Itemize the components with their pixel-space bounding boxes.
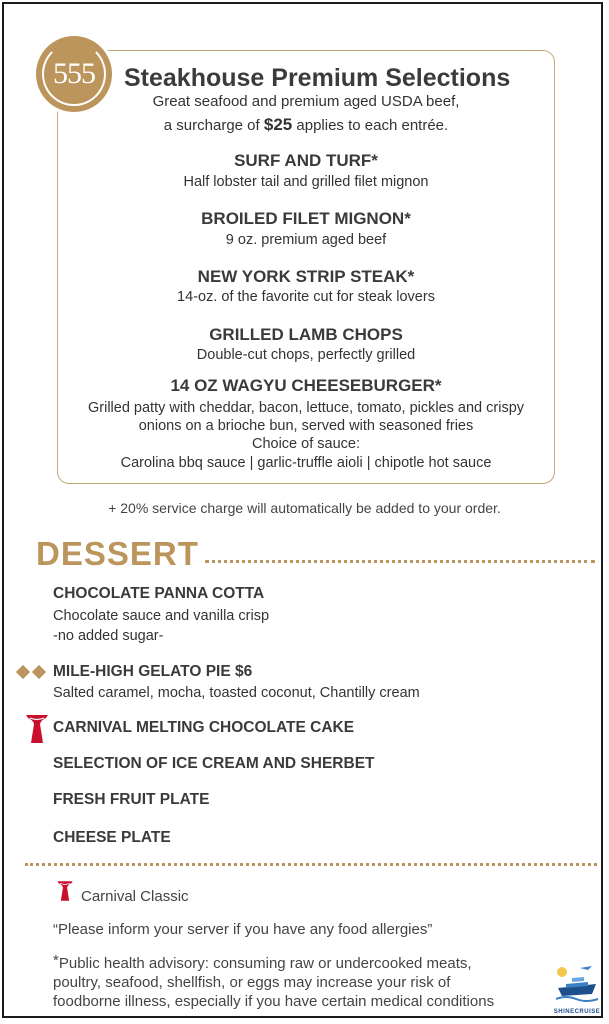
dessert-item-name: SELECTION OF ICE CREAM AND SHERBET — [53, 755, 375, 772]
premium-item-desc: Choice of sauce: — [251, 436, 360, 452]
subtitle-pre: a surcharge of — [163, 117, 264, 134]
allergy-note: “Please inform your server if you have any food allergies” — [53, 921, 433, 938]
dessert-item-name: CARNIVAL MELTING CHOCOLATE CAKE — [53, 719, 355, 736]
dessert-item-name: CHEESE PLATE — [53, 829, 171, 846]
premium-item-desc: Grilled patty with cheddar, bacon, lettuce, tomato, pickles and crispy — [87, 400, 525, 416]
premium-subtitle-line1: Great seafood and premium aged USDA beef, — [152, 93, 460, 110]
shinecruise-badge-text: SHINECRUISE — [553, 1009, 601, 1015]
premium-item-name: GRILLED LAMB CHOPS — [209, 325, 403, 344]
premium-title: Steakhouse Premium Selections — [124, 64, 511, 92]
footer-dotted-rule — [25, 863, 597, 866]
dessert-item-name: FRESH FRUIT PLATE — [53, 791, 210, 808]
diamond-icon-right — [32, 665, 46, 679]
premium-item-name: 14 OZ WAGYU CHEESEBURGER* — [170, 376, 442, 395]
diamond-icon-left — [16, 665, 30, 679]
cruise-ship-icon — [552, 962, 602, 1004]
dessert-dotted-rule — [205, 560, 595, 563]
premium-item-desc: Carolina bbq sauce | garlic-truffle aioli | chipotle hot sauce — [120, 455, 492, 471]
shinecruise-badge-icon — [552, 962, 602, 1014]
advisory-line: poultry, seafood, shellfish, or eggs may increase your risk of — [53, 974, 451, 991]
advisory-line — [53, 954, 472, 973]
premium-item-desc: Double-cut chops, perfectly grilled — [196, 347, 416, 363]
diamond-icon — [15, 664, 49, 680]
premium-subtitle-line2 — [57, 115, 555, 135]
dessert-heading: DESSERT — [36, 535, 199, 572]
premium-item-desc: 14-oz. of the favorite cut for steak lovers — [177, 289, 435, 305]
logo-text: 555 — [53, 57, 95, 90]
advisory-text-1: Public health advisory: consuming raw or undercooked meats, — [58, 955, 472, 972]
premium-item-desc: onions on a brioche bun, served with seasoned fries — [138, 418, 474, 434]
advisory-line: foodborne illness, especially if you have certain medical conditions — [53, 993, 495, 1010]
advisory-star: * — [53, 952, 59, 969]
dessert-item-desc: Chocolate sauce and vanilla crisp — [53, 608, 270, 624]
carnival-classic-label: Carnival Classic — [81, 888, 189, 905]
premium-item-desc: Half lobster tail and grilled filet mignon — [183, 174, 429, 190]
dessert-item-desc: -no added sugar- — [53, 628, 164, 644]
dessert-item-name: MILE-HIGH GELATO PIE $6 — [53, 663, 253, 680]
dessert-item-desc: Salted caramel, mocha, toasted coconut, Chantilly cream — [53, 685, 420, 701]
carnival-funnel-icon — [56, 880, 74, 902]
dessert-item-name: CHOCOLATE PANNA COTTA — [53, 585, 265, 602]
carnival-funnel-icon — [24, 714, 50, 744]
subtitle-post: applies to each entrée. — [292, 117, 449, 134]
premium-item-name: NEW YORK STRIP STEAK* — [197, 267, 415, 286]
premium-item-name: BROILED FILET MIGNON* — [201, 209, 411, 228]
surcharge-price: $25 — [263, 115, 293, 134]
premium-item-name: SURF AND TURF* — [234, 151, 378, 170]
service-charge-note: + 20% service charge will automatically be added to your order. — [108, 500, 501, 516]
premium-item-desc: 9 oz. premium aged beef — [225, 232, 387, 248]
